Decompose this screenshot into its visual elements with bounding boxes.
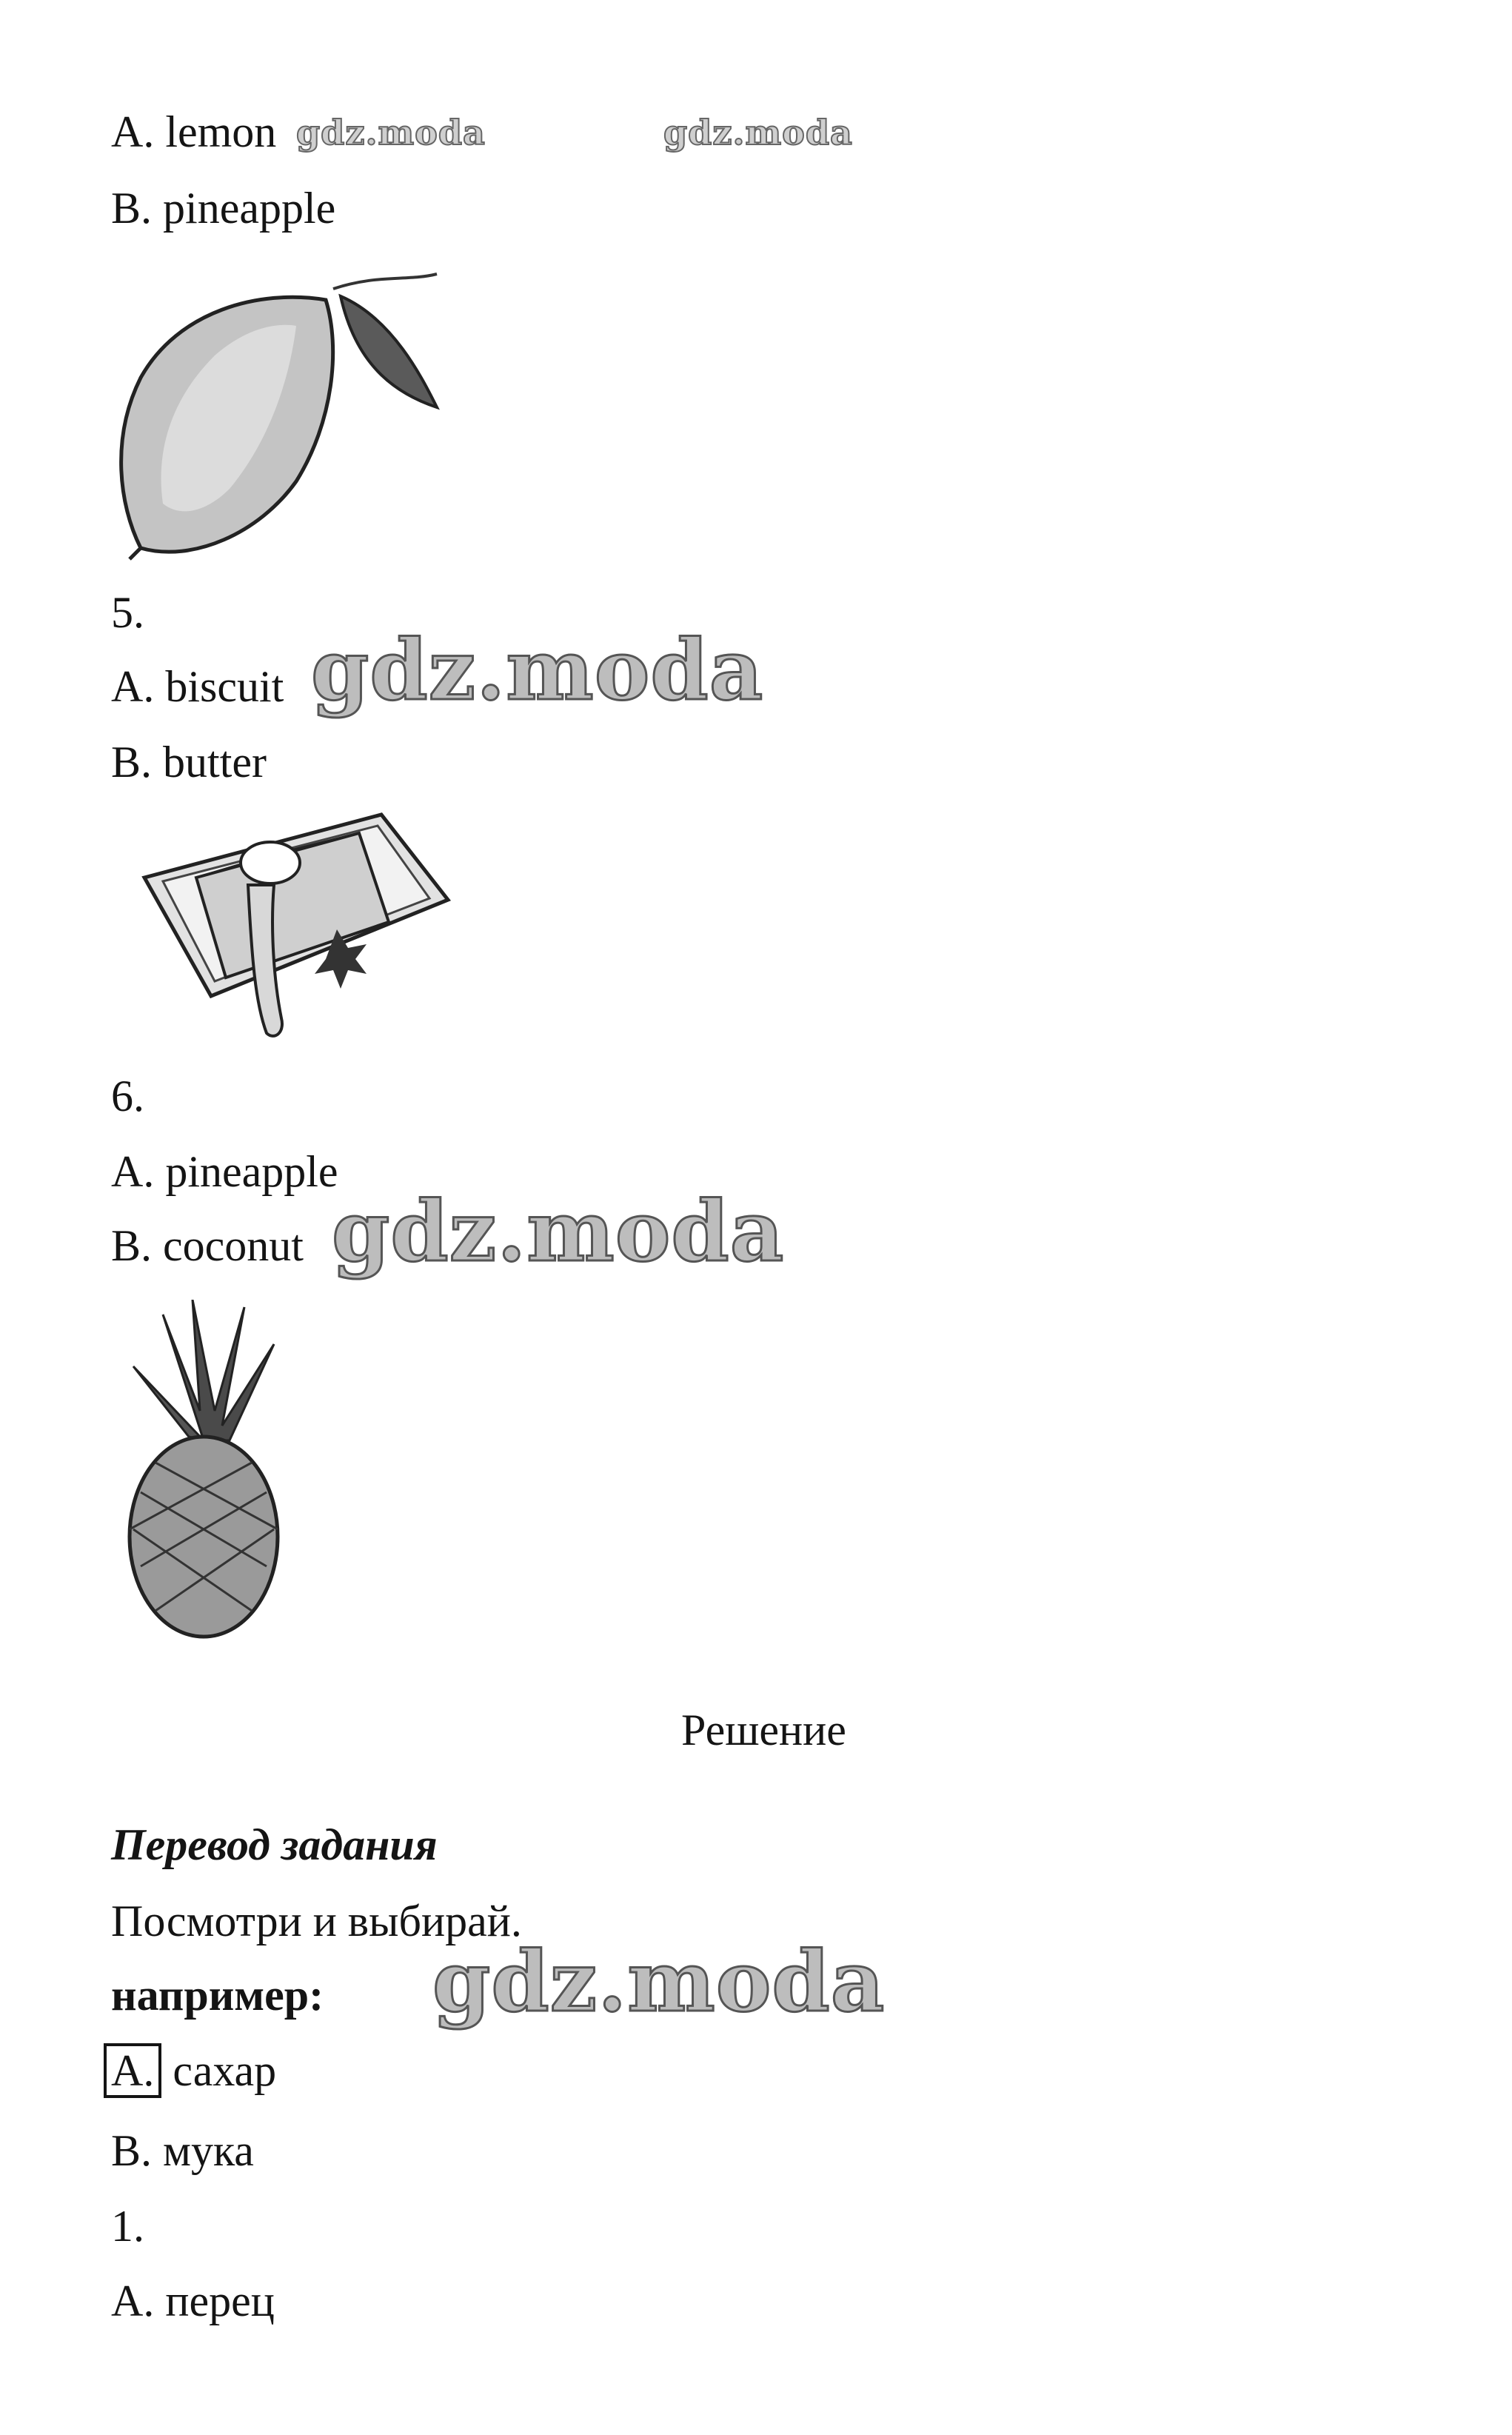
watermark: gdz.moda: [332, 1183, 785, 1280]
watermark: gdz.moda: [311, 622, 764, 719]
example-answer-b: B. мука: [111, 2126, 254, 2175]
question-number: 6.: [111, 1072, 144, 1120]
solution-title: Решение: [681, 1706, 846, 1754]
butter-dish-icon: [122, 811, 463, 1048]
lemon-icon: [111, 259, 444, 563]
answer-option-a: A. перец: [111, 2277, 275, 2325]
option-b-pineapple: B. pineapple: [111, 184, 336, 233]
option-a-lemon: A. lemon: [111, 107, 277, 156]
selected-answer-box: A.: [104, 2043, 161, 2098]
option-a-pineapple: A. pineapple: [111, 1147, 338, 1196]
watermark: gdz.moda: [296, 113, 486, 153]
answer-word: сахар: [173, 2046, 277, 2095]
example-label: например:: [111, 1971, 324, 2020]
question-number: 5.: [111, 588, 144, 637]
option-b-butter: B. butter: [111, 738, 267, 786]
watermark: gdz.moda: [432, 1934, 886, 2031]
instruction-text: Посмотри и выбирай.: [111, 1897, 522, 1945]
option-a-biscuit: A. biscuit: [111, 662, 284, 711]
pineapple-icon: [118, 1300, 289, 1640]
option-b-coconut: B. coconut: [111, 1221, 304, 1270]
question-number: 1.: [111, 2202, 144, 2251]
example-answer-a: [111, 2044, 276, 2097]
watermark: gdz.moda: [663, 113, 853, 153]
section-subtitle: Перевод задания: [111, 1820, 438, 1869]
